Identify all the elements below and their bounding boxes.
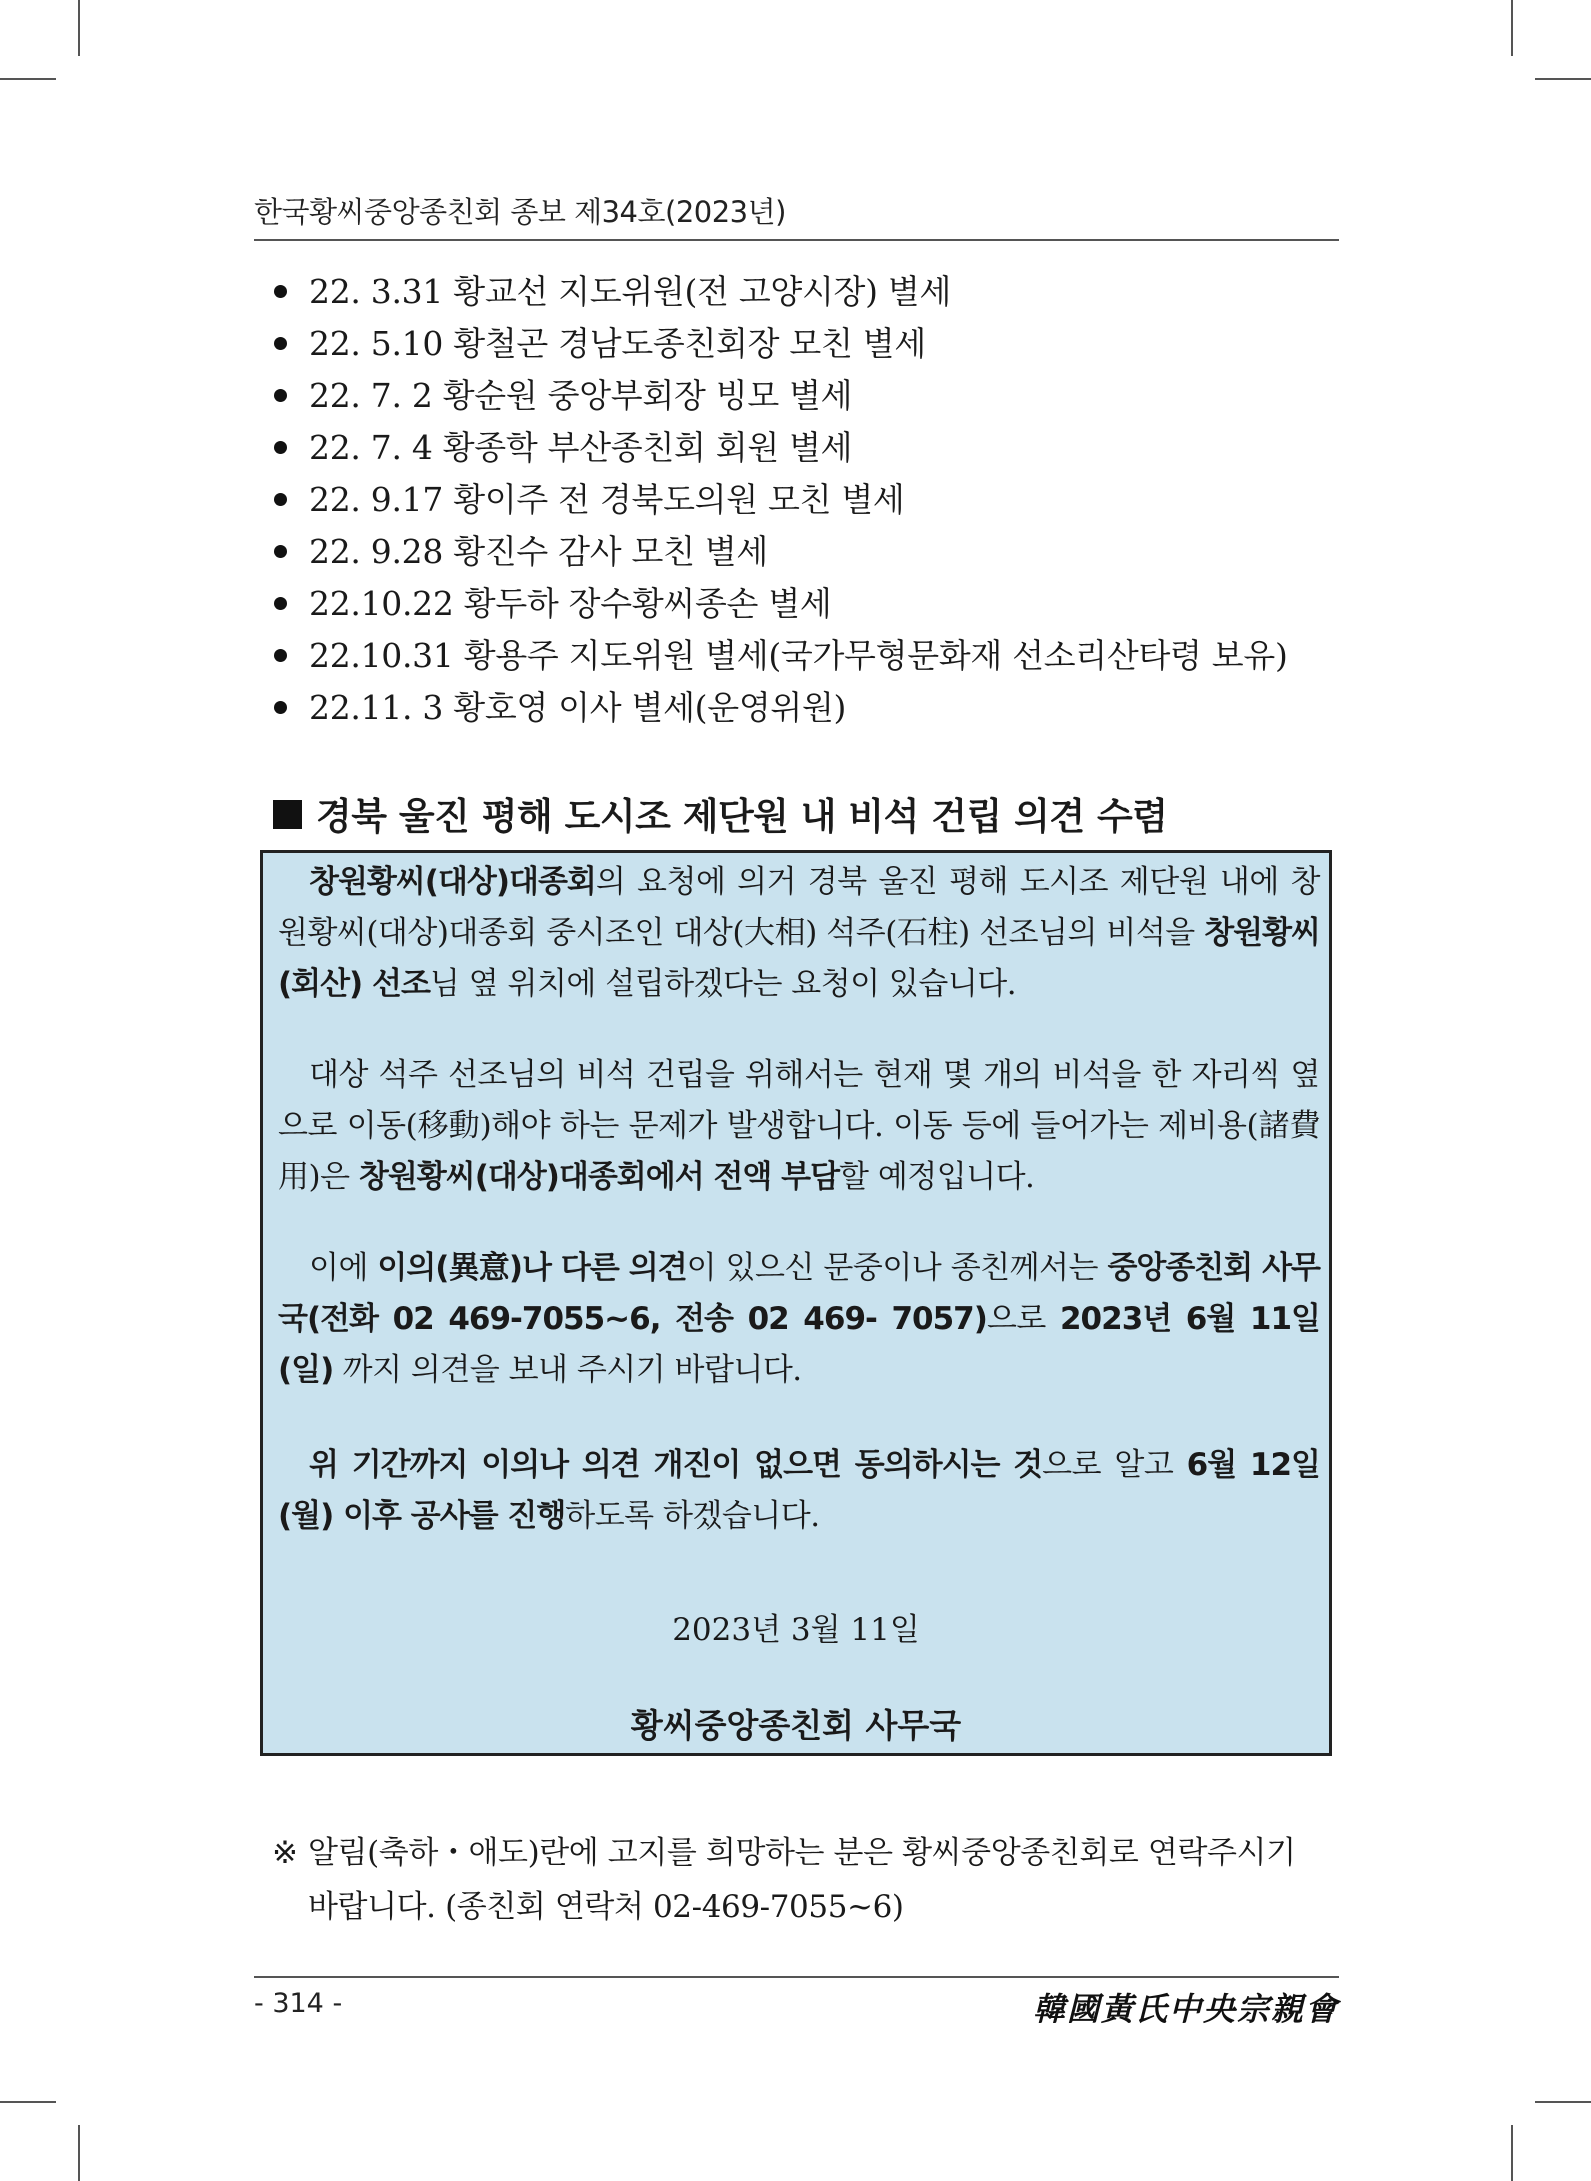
section-heading-text: 경북 울진 평해 도시조 제단원 내 비석 건립 의견 수렴	[316, 795, 1168, 838]
text: 하도록 하겠습니다.	[565, 1498, 820, 1534]
section-heading	[273, 786, 1168, 840]
notice-date: 2023년 3월 11일	[672, 1612, 920, 1648]
list-item	[274, 682, 1288, 734]
emphasis: 창원황씨(대상)대종회	[309, 864, 596, 900]
list-item-text: 22. 9.28 황진수 감사 모친 별세	[309, 532, 769, 571]
notice-paragraph-1	[278, 857, 1320, 1010]
crop-mark	[1535, 2101, 1591, 2103]
text: 까지 의견을 보내 주시기 바랍니다.	[333, 1352, 802, 1388]
emphasis: 위 기간까지 이의나 의견 개진이 없으면 동의하시는 것	[309, 1447, 1043, 1483]
bullet-icon	[274, 337, 287, 350]
bullet-icon	[274, 441, 287, 454]
emphasis: 창원황씨(회산) 선조	[278, 915, 1320, 1002]
organization-logo: 韓國黃氏中央宗親會	[1032, 1990, 1339, 2028]
running-header: 한국황씨중앙종친회 종보 제34호(2023년)	[254, 195, 786, 229]
text: 할 예정입니다.	[839, 1159, 1035, 1195]
crop-mark	[78, 0, 80, 56]
list-item-text: 22.10.31 황용주 지도위원 별세(국가무형문화재 선소리산타령 보유)	[309, 636, 1288, 675]
list-item	[274, 318, 1288, 370]
bullet-icon	[274, 389, 287, 402]
footnote-line-2: 바랍니다. (종친회 연락처 02-469-7055~6)	[308, 1889, 904, 1925]
text: 이에	[309, 1250, 378, 1286]
page-number: - 314 -	[254, 1988, 343, 2019]
bullet-icon	[274, 649, 287, 662]
crop-mark	[1511, 2125, 1513, 2181]
emphasis: 6월 12일(월) 이후 공사를 진행	[278, 1447, 1320, 1534]
square-bullet-icon	[273, 800, 302, 829]
bullet-icon	[274, 545, 287, 558]
obituary-list	[274, 266, 1288, 734]
notice-paragraph-2	[278, 1050, 1320, 1203]
emphasis: 2023년 6월 11일(일)	[278, 1301, 1320, 1388]
list-item-text: 22.11. 3 황호영 이사 별세(운영위원)	[309, 688, 847, 727]
emphasis: 중앙종친회 사무국(전화 02 469-7055~6, 전송 02 469- 7057)	[278, 1250, 1320, 1337]
list-item-text: 22. 7. 4 황종학 부산종친회 회원 별세	[309, 428, 853, 467]
reference-mark-icon: ※	[272, 1835, 298, 1871]
list-item-text: 22.10.22 황두하 장수황씨종손 별세	[309, 584, 832, 623]
list-item	[274, 630, 1288, 682]
text: 님 옆 위치에 설립하겠다는 요청이 있습니다.	[429, 966, 1017, 1002]
bullet-icon	[274, 285, 287, 298]
crop-mark	[0, 2101, 56, 2103]
footnote	[272, 1826, 1296, 1934]
emphasis: 이의(異意)나 다른 의견	[377, 1250, 687, 1286]
notice-signature: 황씨중앙종친회 사무국	[630, 1706, 962, 1745]
list-item	[274, 266, 1288, 318]
crop-mark	[0, 78, 56, 80]
list-item-text: 22. 3.31 황교선 지도위원(전 고양시장) 별세	[309, 272, 952, 311]
list-item	[274, 526, 1288, 578]
text: 대상 석주 선조님의 비석 건립을 위해서는 현재 몇 개의 비석을 한 자리씩 옆으로 이동(移動)해야 하는 문제가 발생합니다. 이동 등에 들어가는 제비용(諸費用)은	[278, 1057, 1320, 1195]
bullet-icon	[274, 701, 287, 714]
list-item	[274, 474, 1288, 526]
crop-mark	[1535, 78, 1591, 80]
text: 이 있으신 문중이나 종친께서는	[686, 1250, 1108, 1286]
header-divider	[254, 239, 1339, 241]
bullet-icon	[274, 493, 287, 506]
text: 으로	[986, 1301, 1060, 1337]
list-item-text: 22. 5.10 황철곤 경남도종친회장 모친 별세	[309, 324, 926, 363]
footer-divider	[254, 1976, 1339, 1978]
crop-mark	[1511, 0, 1513, 56]
text: 의 요청에 의거 경북 울진 평해 도시조 제단원 내에 창원황씨(대상)대종회 중시조인 대상(大相) 석주(石柱) 선조님의 비석을	[278, 864, 1320, 951]
notice-paragraph-3	[278, 1243, 1320, 1396]
emphasis: 창원황씨(대상)대종회에서 전액 부담	[358, 1159, 840, 1195]
list-item	[274, 578, 1288, 630]
notice-paragraph-4	[278, 1440, 1320, 1542]
list-item	[274, 422, 1288, 474]
footnote-text: 알림(축하・애도)란에 고지를 희망하는 분은 황씨중앙종친회로 연락주시기	[308, 1835, 1296, 1871]
list-item-text: 22. 9.17 황이주 전 경북도의원 모친 별세	[309, 480, 905, 519]
footnote-line-1	[272, 1826, 1296, 1880]
text: 으로 알고	[1042, 1447, 1187, 1483]
crop-mark	[78, 2125, 80, 2181]
list-item-text: 22. 7. 2 황순원 중앙부회장 빙모 별세	[309, 376, 853, 415]
list-item	[274, 370, 1288, 422]
bullet-icon	[274, 597, 287, 610]
notice-box	[260, 850, 1332, 1756]
